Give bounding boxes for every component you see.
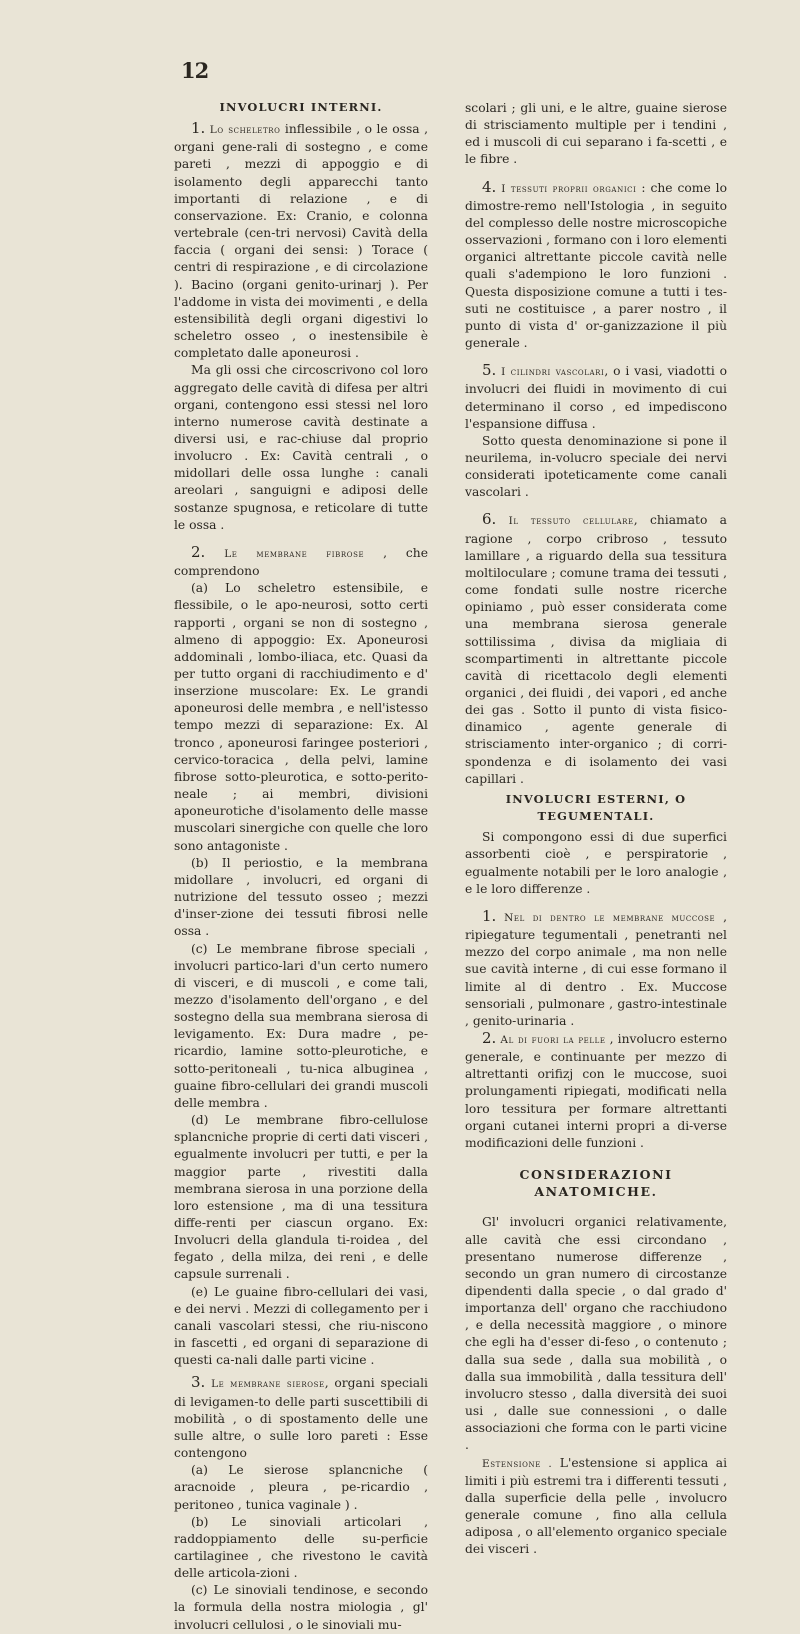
paragraph-text: : che come lo dimostre-remo nell'Istologia , in seguito del complesso delle nostre microscopiche osservazioni , formano con i loro elementi organici altrettante piccole cavità nelle quali s'adempiono le loro funzioni . Questa disposizione comune a tutti i tes-suti ne costituisce , a parer nostro , il punto di vista d' or-ganizzazione il più generale . [465, 180, 727, 351]
paragraph-2d: (d) Le membrane fibro-cellulose splancniche proprie di certi dati visceri , egualmente involucri per tutti, e per la maggior parte , rivestiti dalla membrana sierosa in una porzione della loro estensione , ma di una tessitura diffe-renti per ciascun organo. Ex: Involucri della glandula ti-roidea , del fegato , della milza, dei reni , e delle capsule surrenali . [174, 1113, 428, 1282]
lead-term: Lo scheletro [209, 124, 281, 137]
paragraph-text: , ripiegature tegumentali , penetranti nel mezzo del corpo animale , ma non nelle sue cavità interne , di cui esse formano il limite al di dentro . Ex. Muccose sensoriali , pulmonare , gastro-intestinale , genito-urinaria . [465, 909, 727, 1028]
paragraph-4 [465, 179, 727, 353]
paragraph-text: , che comprendono [174, 545, 428, 579]
paragraph-2e: (e) Le guaine fibro-cellulari dei vasi, e dei nervi . Mezzi di collegamento per i canali vascolari stessi, che riu-niscono in fascetti , ed organi di separazione di questi ca-nali dalle parti vicine . [174, 1284, 428, 1368]
paragraph-3 [174, 1374, 428, 1462]
paragraph-text: , involucro esterno generale, e continuante per mezzo di altrettanti orifizj con le muccose, suoi prolungamenti ripiegati, modificati nella loro tessitura per formare altrettanti organi cutanei interni propri a di-verse modificazioni delle funzioni . [465, 1031, 727, 1150]
page-number: 12 [181, 58, 209, 83]
paragraph-considerations: Gl' involucri organici relativamente, alle cavità che essi circondano , presentano numerose differenze , secondo un gran numero di circostanze dipendenti dalla specie , o dal grado d' importanza dell' organo che racchiudono , e della necessità maggiore , o minore che egli ha d'esser di-feso , o contenuto ; dalla sua sede , dalla sua mobilità , o dalla sua immobilità , dalla tessitura dell' involucro stesso , dalla diversità dei suoi usi , dalle sue connessioni , o dalle associazioni che forma con le parti vicine . [465, 1215, 727, 1453]
paragraph-extension [465, 1455, 727, 1559]
paragraph-6 [465, 511, 727, 788]
paragraph-3b: (b) Le sinoviali articolari , raddoppiamento delle su-perficie cartilaginee , che rivestono le cavità delle articola-zioni . [174, 1514, 428, 1581]
section-number: 2. [191, 542, 206, 561]
paragraph-text: L'estensione si applica ai limiti i più estremi tra i differenti tessuti , dalla superficie della pelle , involucro generale comune , fino alla cellula adiposa , o all'elemento organico speciale dei visceri . [465, 1455, 727, 1557]
lead-term: Le membrane fibrose [224, 547, 365, 560]
paragraph-1 [174, 120, 428, 362]
section-number: 6. [482, 510, 497, 529]
section-number: 1. [191, 119, 206, 138]
section-number: 4. [482, 177, 497, 196]
lead-term: Il tessuto cellulare [508, 515, 634, 528]
lead-term: I cilindri vascolari [501, 366, 605, 379]
paragraph-intro-external: Si compongono essi di due superfici assorbenti cioè , e perspiratorie , egualmente notabili per le loro analogie , e le loro differenze . [465, 830, 727, 896]
section-number: 2. [482, 1028, 497, 1047]
paragraph-text: , organi speciali di levigamen-to delle parti suscettibili di mobilità , o di spostamento delle une sulle altre, o sulle loro pareti : Esse contengono [174, 1376, 428, 1461]
right-column [465, 100, 727, 1559]
paragraph-2c: (c) Le membrane fibrose speciali , involucri partico-lari d'un certo numero di visceri, e di muscoli , e come tali, mezzo d'isolamento dell'organo , e del sostegno della sua membrana sierosa di levigamento. Ex: Dura madre , pe-ricardio, lamine sotto-pleurotiche, e sotto-peritoneali , tu-nica albuginea , guaine fibro-cellulari dei grandi muscoli delle membra . [174, 941, 428, 1110]
section-number: 1. [482, 906, 497, 925]
paragraph-text: , o i vasi, viadotti o involucri dei fluidi in movimento di cui determinano il corso , ed impediscono l'espansione diffusa . [465, 364, 727, 431]
left-column [174, 96, 428, 1634]
paragraph-text: inflessibile , o le ossa , organi gene-rali di sostegno , e come pareti , mezzi di appoggio e di isolamento degli apparecchi tanto importanti di relazione , e di conservazione. Ex: Cranio, e colonna vertebrale (cen-tri nervosi) Cavità della faccia ( organi dei sensi: ) Torace ( centri di respirazione , e di circolazione ). Bacino (organi genito-urinarj ). Per l'addome in vista dei movimenti , e della estensibilità degli organi digestivi lo scheletro osseo , o inestensibile è completato dalle aponeurosi . [174, 122, 428, 361]
paragraph-2 [174, 544, 428, 580]
section-header-external: INVOLUCRI ESTERNI, O TEGUMENTALI. [505, 791, 687, 824]
lead-term: Le membrane sierose [211, 1378, 325, 1391]
paragraph-1b: Ma gli ossi che circoscrivono col loro aggregato delle cavità di difesa per altri organi, contengono essi stessi nel loro interno numerose cavità destinate a diversi usi, e rac-chiuse dal proprio involucro . Ex: Cavità centrali , o midollari delle ossa lunghe : canali areolari , sanguigni e adiposi delle sostanze spugnosa, e reticolare di tutte le ossa . [174, 363, 428, 532]
paragraph-5 [465, 362, 727, 433]
section-header-internal: INVOLUCRI INTERNI. [219, 100, 383, 114]
paragraph-text: , chiamato a ragione , corpo cribroso , tessuto lamillare , a riguardo della sua tessitura moltiloculare ; comune trama dei tessuti , come fondati sulle nostre ricerche opiniamo , può esser considerata come una membrana sierosa generale sottilissima , divisa da migliaia di scompartimenti in altrettante piccole cavità di ricettacolo degli elementi organici , dei fluidi , dei vapori , ed anche dei gas . Sotto il punto di vista fisico-dinamico , agente generale di strisciamento inter-organico ; di corri-spondenza e di isolamento dei vasi capillari . [465, 513, 727, 786]
lead-term: Nel di dentro le membrane muccose [504, 911, 716, 924]
paragraph-2a: (a) Lo scheletro estensibile, e flessibile, o le apo-neurosi, sotto certi rapporti , organi se non di sostegno , almeno di appoggio: Ex. Aponeurosi addominali , lombo-iliaca, etc. Quasi da per tutto organi di racchiudimento e d' inserzione muscolare: Ex. Le grandi aponeurosi delle membra , e nell'istesso tempo mezzi di separazione: Ex. Al tronco , aponeurosi faringee posteriori , cervico-toracica , della pelvi, lamine fibrose sotto-pleurotica, e sotto-perito-neale ; ai membri, divisioni aponeurotiche d'isolamento delle masse muscolari sinergiche con quelle che loro sono antagoniste . [174, 581, 428, 853]
section-number: 3. [191, 1373, 206, 1392]
lead-term: Al di fuori la pelle [500, 1033, 606, 1046]
lead-term: I tessuti proprii organici [501, 182, 637, 195]
section-header-considerations: CONSIDERAZIONI ANATOMICHE. [519, 1167, 673, 1200]
paragraph-continued: scolari ; gli uni, e le altre, guaine sierose di strisciamento multiple per i tendini , ed i muscoli di cui separano i fa-scetti , e le fibre . [465, 101, 727, 167]
paragraph-e2 [465, 1030, 727, 1152]
paragraph-5b: Sotto questa denominazione si pone il neurilema, in-volucro speciale dei nervi considerati ipoteticamente come canali vascolari . [465, 433, 727, 500]
paragraph-3c: (c) Le sinoviali tendinose, e secondo la formula della nostra miologia , gl' involucri cellulosi , o le sinoviali mu- [174, 1583, 428, 1632]
paragraph-2b: (b) Il periostio, e la membrana midollare , involucri, ed organi di nutrizione del tessuto osseo ; mezzi d'inser-zione dei tessuti fibrosi nelle ossa . [174, 855, 428, 939]
section-number: 5. [482, 361, 497, 380]
paragraph-e1 [465, 908, 727, 1030]
paragraph-3a: (a) Le sierose splancniche ( aracnoide , pleura , pe-ricardio , peritoneo , tunica vaginale ) . [174, 1463, 428, 1512]
lead-term: Estensione . [482, 1457, 553, 1470]
